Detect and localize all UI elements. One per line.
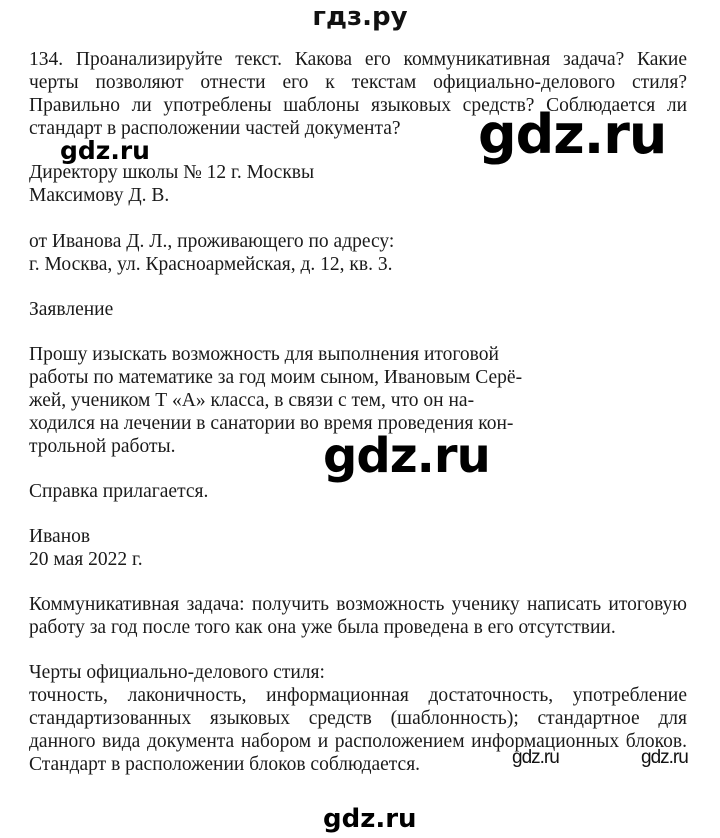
- task-line: черты позволяют отнести его к текстам официально-делового стиля?: [29, 72, 687, 93]
- watermark: gdz.ru: [478, 103, 667, 166]
- document-date: 20 мая 2022 г.: [29, 549, 143, 570]
- watermark: gdz.ru: [323, 428, 490, 484]
- answer-features: [29, 661, 687, 776]
- body-line: ходился на лечении в санатории во время проведения кон-: [29, 413, 514, 434]
- body-line: Прошу изыскать возможность для выполнения итоговой: [29, 344, 499, 365]
- body-line: жей, учеником Т «А» класса, в связи с тем, что он на-: [29, 390, 475, 411]
- answer-task: [29, 593, 687, 639]
- answer-line: Коммуникативная задача: получить возможность ученику написать итоговую: [29, 594, 687, 615]
- task-line: стандарт в расположении частей документа?: [29, 118, 401, 139]
- sender-line: от Иванова Д. Л., проживающего по адресу:: [29, 231, 395, 252]
- sender-block: [29, 230, 394, 276]
- document-title: Заявление: [29, 299, 114, 320]
- addressee-block: [29, 161, 314, 207]
- features-heading: Черты официально-делового стиля:: [29, 662, 325, 683]
- features-line: данного вида документа набором и расположением информационных блоков.: [29, 731, 687, 752]
- footer-watermark: gdz.ru: [323, 804, 417, 834]
- features-line: стандартизованных языковых средств (шаблонность); стандартное для: [29, 708, 687, 729]
- attachment-note: Справка прилагается.: [29, 481, 209, 502]
- body-line: трольной работы.: [29, 436, 176, 457]
- addressee-line: Максимову Д. В.: [29, 185, 170, 206]
- signature: Иванов: [29, 526, 91, 547]
- watermark: gdz.ru: [60, 136, 150, 165]
- body-line: работы по математике за год моим сыном, Ивановым Серё-: [29, 367, 523, 388]
- site-title: гдз.ру: [312, 2, 408, 32]
- sender-line: г. Москва, ул. Красноармейская, д. 12, кв. 3.: [29, 254, 393, 275]
- addressee-line: Директору школы № 12 г. Москвы: [29, 162, 315, 183]
- task-line: 134. Проанализируйте текст. Какова его коммуникативная задача? Какие: [29, 49, 687, 70]
- features-line: точность, лаконичность, информационная достаточность, употребление: [29, 685, 687, 706]
- watermark: gdz.ru: [512, 747, 559, 768]
- task-line: Правильно ли употреблены шаблоны языковых средств? Соблюдается ли: [29, 95, 687, 116]
- answer-line: работу за год после того как она уже была проведена в его отсутствии.: [29, 617, 616, 638]
- signature-block: [29, 525, 143, 571]
- watermark: gdz.ru: [641, 747, 688, 768]
- conclusion: Стандарт в расположении блоков соблюдается.: [29, 754, 421, 775]
